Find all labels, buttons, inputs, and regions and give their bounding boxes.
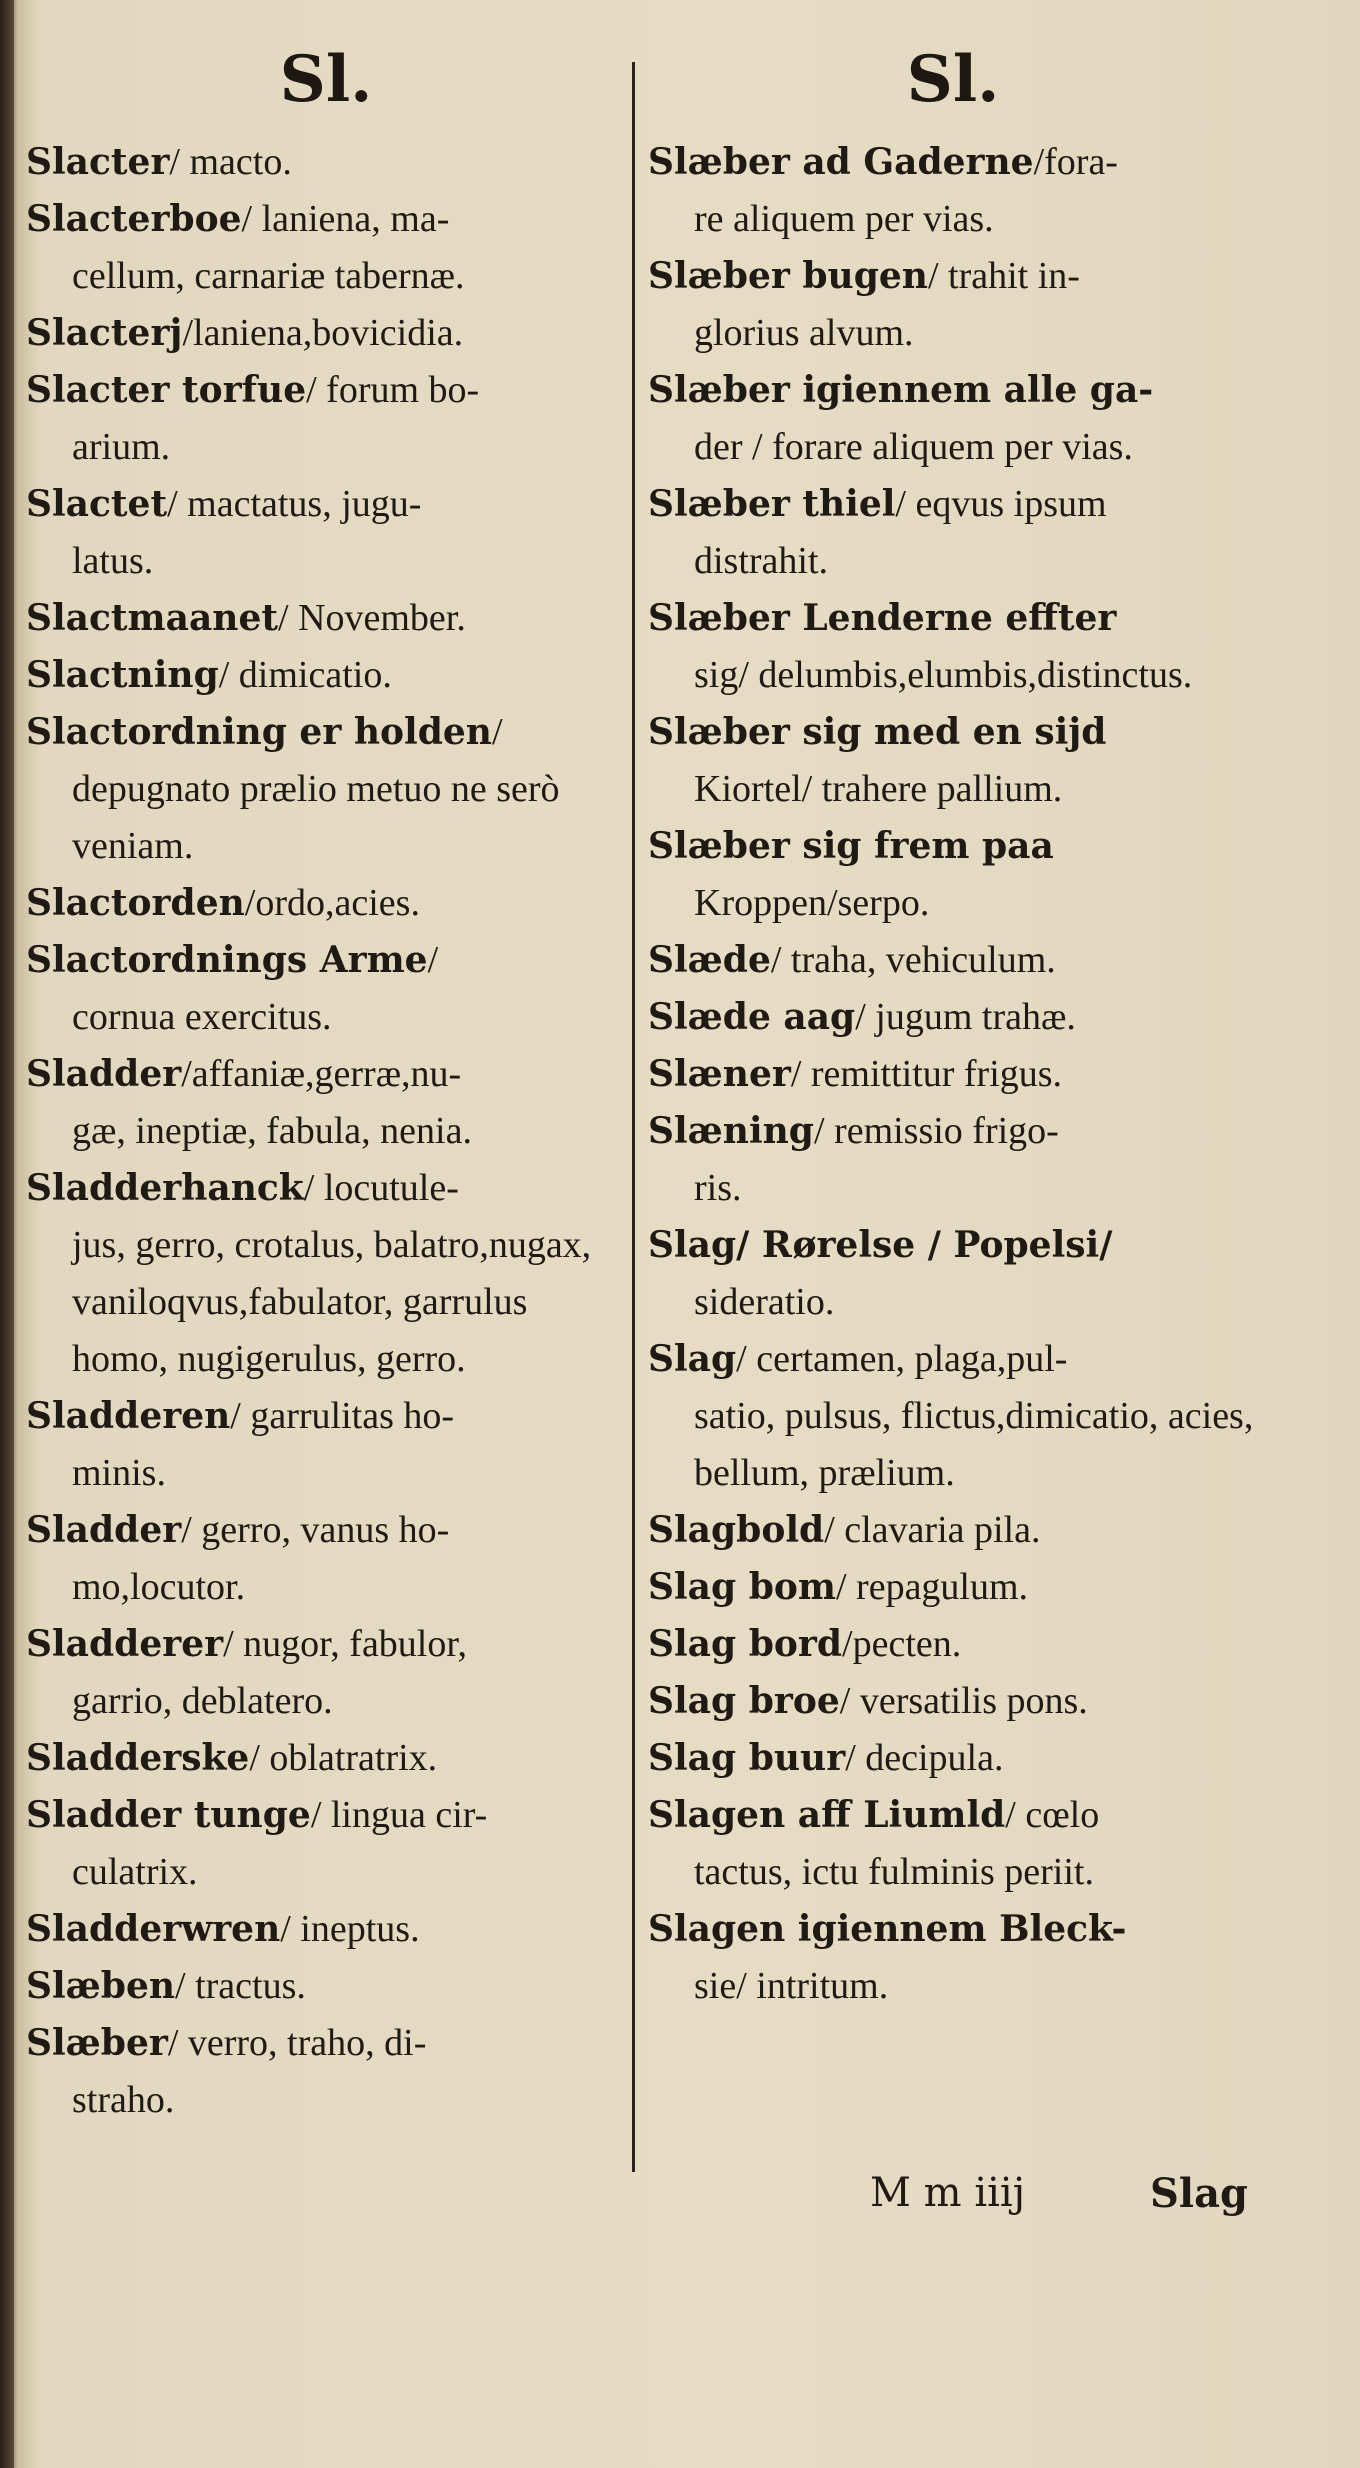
book-binding: [0, 0, 14, 2468]
dictionary-entry: [26, 1730, 626, 1787]
entry-definition: / certamen, plaga,pul-: [736, 1338, 1068, 1380]
right-entry-list: [648, 134, 1258, 2015]
dictionary-entry: [648, 1046, 1258, 1103]
entry-headword: Slæber thiel: [648, 483, 896, 525]
entry-headword: Slacterj: [26, 312, 183, 354]
entry-definition: / cœlo: [1005, 1794, 1100, 1836]
entry-continuation: cornua exercitus.: [72, 996, 332, 1038]
dictionary-entry: [648, 1217, 1258, 1331]
dictionary-entry: [26, 875, 626, 932]
dictionary-entry: [648, 1673, 1258, 1730]
entry-continuation: sig/ delumbis,elumbis,distinctus.: [694, 654, 1193, 696]
entry-definition: /: [491, 711, 503, 753]
entry-headword: Slacter torfue: [26, 369, 307, 411]
dictionary-entry: [648, 989, 1258, 1046]
entry-definition: / traha, vehiculum.: [770, 939, 1056, 981]
entry-definition: /ordo,acies.: [244, 882, 420, 924]
entry-continuation: re aliquem per vias.: [694, 198, 994, 240]
entry-headword: Slag broe: [648, 1680, 840, 1722]
dictionary-entry: [648, 248, 1258, 362]
entry-continuation: jus, gerro, crotalus, balatro,nugax, vaniloqvus,fabulator, garrulus homo, nugigerulus, gerro.: [72, 1224, 592, 1380]
entry-headword: Slæde aag: [648, 996, 856, 1038]
entry-headword: Slactordning er holden: [26, 711, 492, 753]
entry-definition: / eqvus ipsum: [895, 483, 1107, 525]
entry-headword: Slag bom: [648, 1566, 836, 1608]
page-footer: [870, 2170, 1248, 2217]
dictionary-entry: [648, 590, 1258, 704]
entry-continuation: ris.: [694, 1167, 742, 1209]
entry-continuation: distrahit.: [694, 540, 829, 582]
entry-definition: / clavaria pila.: [824, 1509, 1041, 1551]
entry-headword: Sladderwren: [26, 1908, 281, 1950]
entry-definition: / repagulum.: [835, 1566, 1029, 1608]
entry-definition: / decipula.: [845, 1737, 1004, 1779]
entry-definition: / gerro, vanus ho-: [181, 1509, 450, 1551]
entry-continuation: tactus, ictu fulminis periit.: [694, 1851, 1094, 1893]
entry-definition: / November.: [278, 597, 466, 639]
entry-continuation: glorius alvum.: [694, 312, 914, 354]
entry-headword: Slæber sig med en sijd: [648, 711, 1107, 753]
entry-headword: Slag/ Rørelse / Popelsi/: [648, 1224, 1113, 1266]
entry-headword: Slacterboe: [26, 198, 242, 240]
dictionary-entry: [26, 305, 626, 362]
entry-definition: / remittitur frigus.: [790, 1053, 1063, 1095]
dictionary-entry: [26, 590, 626, 647]
entry-headword: Slactet: [26, 483, 168, 525]
dictionary-entry: [26, 476, 626, 590]
entry-continuation: arium.: [72, 426, 171, 468]
entry-definition: / ineptus.: [280, 1908, 420, 1950]
dictionary-entry: [648, 1103, 1258, 1217]
dictionary-entry: [648, 134, 1258, 248]
dictionary-entry: [648, 1901, 1258, 2015]
entry-continuation: sie/ intritum.: [694, 1965, 889, 2007]
entry-headword: Slag bord: [648, 1623, 843, 1665]
entry-continuation: Kroppen/serpo.: [694, 882, 930, 924]
entry-definition: / garrulitas ho-: [230, 1395, 455, 1437]
entry-headword: Slæber igiennem alle ga-: [648, 369, 1154, 411]
entry-continuation: garrio, deblatero.: [72, 1680, 333, 1722]
left-running-head: Sl.: [279, 42, 373, 117]
entry-definition: / nugor, fabulor,: [223, 1623, 467, 1665]
dictionary-entry: [648, 818, 1258, 932]
dictionary-entry: [26, 362, 626, 476]
left-entry-list: [26, 134, 626, 2129]
dictionary-entry: [26, 1388, 626, 1502]
entry-definition: / dimicatio.: [218, 654, 392, 696]
entry-headword: Sladder tunge: [26, 1794, 311, 1836]
dictionary-entry: [26, 2015, 626, 2129]
entry-continuation: gæ, ineptiæ, fabula, nenia.: [72, 1110, 472, 1152]
entry-headword: Slæber bugen: [648, 255, 928, 297]
dictionary-entry: [648, 1502, 1258, 1559]
entry-definition: / remissio frigo-: [813, 1110, 1059, 1152]
entry-headword: Slagbold: [648, 1509, 825, 1551]
dictionary-entry: [648, 1616, 1258, 1673]
dictionary-entry: [26, 1787, 626, 1901]
signature-mark: M m iiij: [870, 2170, 1026, 2216]
dictionary-entry: [648, 476, 1258, 590]
dictionary-entry: [26, 191, 626, 305]
entry-continuation: Kiortel/ trahere pallium.: [694, 768, 1063, 810]
entry-continuation: minis.: [72, 1452, 166, 1494]
dictionary-entry: [26, 932, 626, 1046]
dictionary-entry: [648, 1787, 1258, 1901]
entry-definition: / mactatus, jugu-: [167, 483, 422, 525]
entry-definition: / versatilis pons.: [839, 1680, 1088, 1722]
entry-continuation: straho.: [72, 2079, 175, 2121]
entry-definition: / jugum trahæ.: [855, 996, 1076, 1038]
dictionary-entry: [26, 704, 626, 875]
dictionary-entry: [648, 362, 1258, 476]
entry-headword: Sladderhanck: [26, 1167, 304, 1209]
entry-headword: Sladderske: [26, 1737, 250, 1779]
dictionary-entry: [26, 1502, 626, 1616]
dictionary-entry: [26, 1616, 626, 1730]
dictionary-entry: [648, 1331, 1258, 1502]
entry-headword: Slæber sig frem paa: [648, 825, 1054, 867]
entry-headword: Slæner: [648, 1053, 791, 1095]
entry-definition: /pecten.: [842, 1623, 962, 1665]
entry-continuation: latus.: [72, 540, 154, 582]
entry-headword: Sladder: [26, 1509, 182, 1551]
entry-headword: Slæde: [648, 939, 771, 981]
entry-headword: Slacter: [26, 141, 170, 183]
left-column: [26, 30, 626, 2129]
entry-headword: Slagen aff Liumld: [648, 1794, 1006, 1836]
entry-definition: / forum bo-: [306, 369, 480, 411]
dictionary-entry: [648, 932, 1258, 989]
dictionary-entry: [26, 134, 626, 191]
entry-headword: Sladderen: [26, 1395, 231, 1437]
entry-headword: Slactorden: [26, 882, 245, 924]
entry-definition: /laniena,bovicidia.: [182, 312, 464, 354]
entry-continuation: cellum, carnariæ tabernæ.: [72, 255, 465, 297]
entry-headword: Slæber ad Gaderne: [648, 141, 1034, 183]
entry-headword: Sladderer: [26, 1623, 224, 1665]
entry-headword: Slæning: [648, 1110, 814, 1152]
catchword: Slag: [1150, 2170, 1248, 2217]
entry-continuation: der / forare aliquem per vias.: [694, 426, 1133, 468]
entry-definition: / locutule-: [303, 1167, 459, 1209]
right-column: [648, 30, 1258, 2015]
entry-definition: / tractus.: [175, 1965, 306, 2007]
entry-headword: Slag buur: [648, 1737, 846, 1779]
entry-continuation: depugnato prælio metuo ne serò veniam.: [72, 768, 560, 867]
entry-definition: / oblatratrix.: [249, 1737, 438, 1779]
entry-definition: /: [427, 939, 439, 981]
dictionary-entry: [26, 1160, 626, 1388]
right-running-head: Sl.: [906, 42, 1000, 117]
entry-definition: / trahit in-: [927, 255, 1080, 297]
entry-definition: /affaniæ,gerræ,nu-: [181, 1053, 462, 1095]
entry-headword: Slæber: [26, 2022, 168, 2064]
entry-continuation: sideratio.: [694, 1281, 835, 1323]
dictionary-entry: [26, 1046, 626, 1160]
entry-headword: Slag: [648, 1338, 737, 1380]
dictionary-entry: [648, 704, 1258, 818]
entry-definition: /fora-: [1033, 141, 1118, 183]
entry-continuation: culatrix.: [72, 1851, 198, 1893]
entry-headword: Slactning: [26, 654, 219, 696]
dictionary-entry: [26, 1901, 626, 1958]
entry-headword: Slæben: [26, 1965, 176, 2007]
column-divider: [632, 62, 635, 2172]
entry-headword: Slæber Lenderne effter: [648, 597, 1117, 639]
entry-definition: / macto.: [169, 141, 292, 183]
entry-headword: Slagen igiennem Bleck-: [648, 1908, 1127, 1950]
entry-headword: Sladder: [26, 1053, 182, 1095]
entry-definition: / laniena, ma-: [241, 198, 450, 240]
entry-continuation: satio, pulsus, flictus,dimicatio, acies, bellum, prælium.: [694, 1395, 1254, 1494]
dictionary-entry: [648, 1559, 1258, 1616]
entry-headword: Slactmaanet: [26, 597, 278, 639]
entry-definition: / lingua cir-: [310, 1794, 488, 1836]
entry-definition: / verro, traho, di-: [167, 2022, 427, 2064]
dictionary-entry: [648, 1730, 1258, 1787]
entry-headword: Slactordnings Arme: [26, 939, 428, 981]
dictionary-entry: [26, 1958, 626, 2015]
entry-continuation: mo,locutor.: [72, 1566, 246, 1608]
dictionary-entry: [26, 647, 626, 704]
